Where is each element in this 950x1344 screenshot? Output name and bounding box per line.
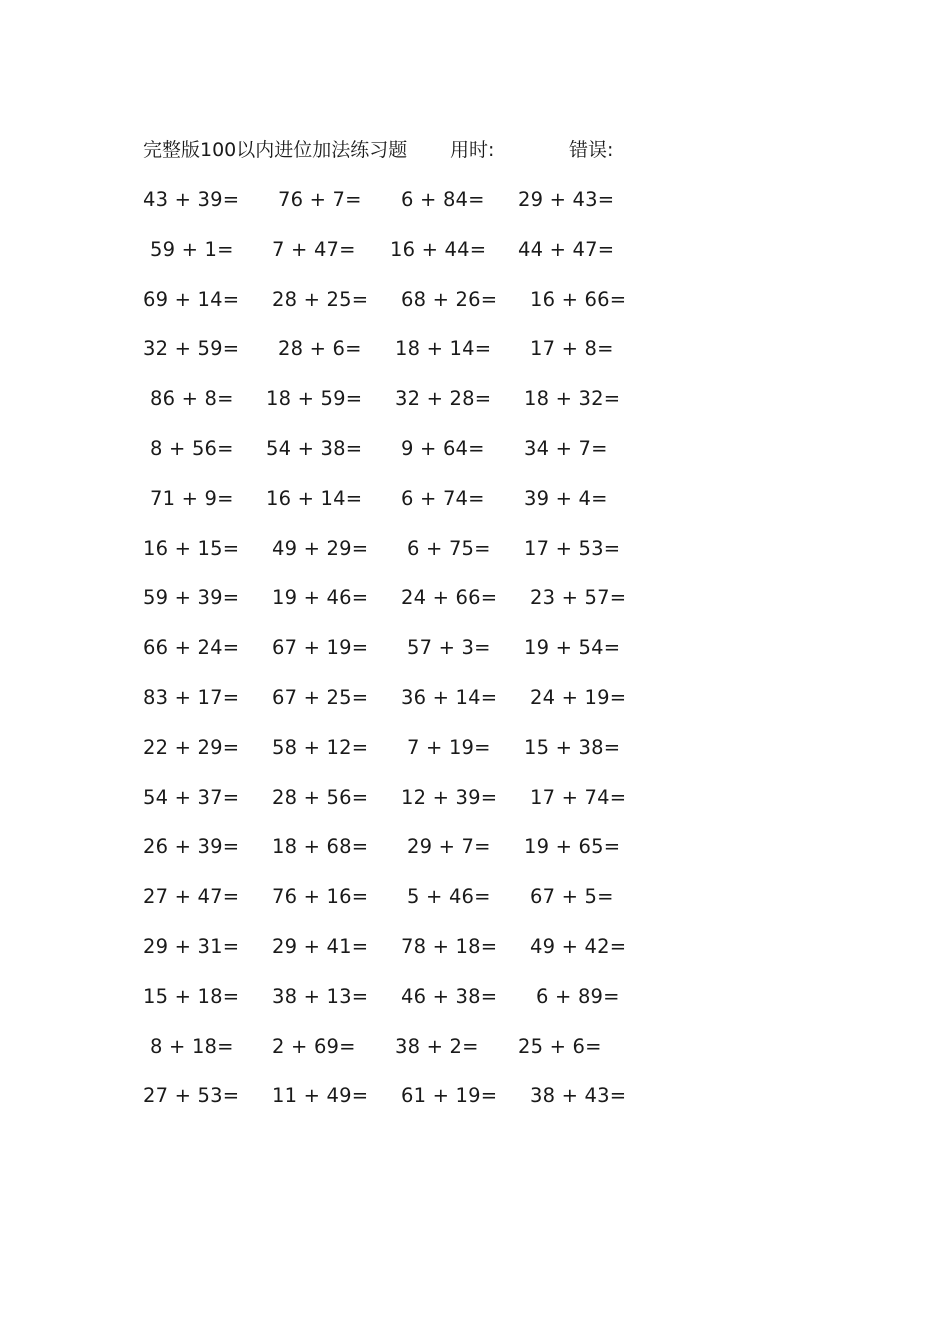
problem-item: 76 + 16= <box>272 885 369 909</box>
problem-row <box>0 982 950 1032</box>
problem-item: 34 + 7= <box>524 436 608 460</box>
problem-row <box>0 683 950 733</box>
problem-item: 18 + 32= <box>524 387 621 411</box>
problem-row <box>0 484 950 534</box>
problem-item: 59 + 39= <box>143 586 240 610</box>
problem-item: 38 + 2= <box>395 1034 479 1058</box>
problem-item: 67 + 25= <box>272 685 369 709</box>
problem-item: 43 + 39= <box>143 188 240 211</box>
problem-item: 18 + 68= <box>272 835 369 859</box>
problem-item: 59 + 1= <box>150 237 234 261</box>
problem-item: 17 + 53= <box>524 536 621 560</box>
problem-item: 28 + 6= <box>278 337 362 361</box>
problem-item: 16 + 66= <box>530 287 627 311</box>
problem-item: 29 + 31= <box>143 934 240 958</box>
problem-item: 27 + 53= <box>143 1084 240 1108</box>
problem-row <box>0 285 950 335</box>
problem-row <box>0 434 950 484</box>
problem-item: 8 + 56= <box>150 436 234 460</box>
problem-item: 7 + 19= <box>407 735 491 759</box>
problem-item: 68 + 26= <box>401 287 498 311</box>
problem-item: 49 + 29= <box>272 536 369 560</box>
problem-item: 19 + 54= <box>524 636 621 660</box>
problem-item: 67 + 19= <box>272 636 369 660</box>
problem-item: 54 + 37= <box>143 785 240 809</box>
problem-item: 44 + 47= <box>518 237 615 261</box>
problem-item: 23 + 57= <box>530 586 627 610</box>
problem-item: 15 + 38= <box>524 735 621 759</box>
problem-item: 61 + 19= <box>401 1084 498 1108</box>
problem-item: 19 + 46= <box>272 586 369 610</box>
problem-item: 29 + 7= <box>407 835 491 859</box>
problem-item: 86 + 8= <box>150 387 234 411</box>
problem-row <box>0 783 950 833</box>
problem-row <box>0 384 950 434</box>
problem-item: 66 + 24= <box>143 636 240 660</box>
problem-item: 6 + 74= <box>401 486 485 510</box>
problem-grid <box>0 185 950 1131</box>
problem-row <box>0 633 950 683</box>
problem-item: 36 + 14= <box>401 685 498 709</box>
problem-item: 38 + 13= <box>272 984 369 1008</box>
problem-row <box>0 235 950 285</box>
error-label: 错误: <box>569 139 614 161</box>
problem-item: 69 + 14= <box>143 287 240 311</box>
problem-row <box>0 534 950 584</box>
problem-item: 16 + 14= <box>266 486 363 510</box>
problem-item: 6 + 84= <box>401 188 485 211</box>
problem-row <box>0 1081 950 1131</box>
time-label: 用时: <box>450 139 495 161</box>
problem-item: 71 + 9= <box>150 486 234 510</box>
problem-item: 17 + 74= <box>530 785 627 809</box>
problem-item: 7 + 47= <box>272 237 356 261</box>
problem-item: 26 + 39= <box>143 835 240 859</box>
problem-item: 76 + 7= <box>278 188 362 211</box>
problem-item: 67 + 5= <box>530 885 614 909</box>
problem-item: 25 + 6= <box>518 1034 602 1058</box>
problem-item: 9 + 64= <box>401 436 485 460</box>
problem-item: 28 + 25= <box>272 287 369 311</box>
problem-item: 16 + 15= <box>143 536 240 560</box>
problem-item: 58 + 12= <box>272 735 369 759</box>
problem-item: 11 + 49= <box>272 1084 369 1108</box>
problem-item: 19 + 65= <box>524 835 621 859</box>
problem-row <box>0 932 950 982</box>
problem-item: 49 + 42= <box>530 934 627 958</box>
problem-item: 83 + 17= <box>143 685 240 709</box>
problem-item: 18 + 14= <box>395 337 492 361</box>
problem-item: 5 + 46= <box>407 885 491 909</box>
problem-row <box>0 1032 950 1082</box>
problem-item: 16 + 44= <box>390 237 487 261</box>
problem-item: 2 + 69= <box>272 1034 356 1058</box>
problem-item: 32 + 59= <box>143 337 240 361</box>
problem-item: 32 + 28= <box>395 387 492 411</box>
problem-item: 54 + 38= <box>266 436 363 460</box>
problem-item: 29 + 41= <box>272 934 369 958</box>
problem-item: 12 + 39= <box>401 785 498 809</box>
problem-item: 27 + 47= <box>143 885 240 909</box>
problem-item: 46 + 38= <box>401 984 498 1008</box>
problem-item: 6 + 89= <box>536 984 620 1008</box>
problem-item: 17 + 8= <box>530 337 614 361</box>
problem-item: 15 + 18= <box>143 984 240 1008</box>
problem-item: 57 + 3= <box>407 636 491 660</box>
problem-item: 78 + 18= <box>401 934 498 958</box>
problem-item: 38 + 43= <box>530 1084 627 1108</box>
problem-item: 18 + 59= <box>266 387 363 411</box>
problem-item: 29 + 43= <box>518 188 615 211</box>
problem-row <box>0 832 950 882</box>
problem-row <box>0 334 950 384</box>
problem-item: 28 + 56= <box>272 785 369 809</box>
problem-item: 39 + 4= <box>524 486 608 510</box>
problem-item: 8 + 18= <box>150 1034 234 1058</box>
problem-row <box>0 185 950 235</box>
problem-item: 24 + 66= <box>401 586 498 610</box>
problem-row <box>0 882 950 932</box>
problem-item: 6 + 75= <box>407 536 491 560</box>
problem-item: 24 + 19= <box>530 685 627 709</box>
problem-row <box>0 733 950 783</box>
worksheet-title: 完整版100以内进位加法练习题 <box>143 139 408 161</box>
problem-row <box>0 583 950 633</box>
problem-item: 22 + 29= <box>143 735 240 759</box>
worksheet-header <box>143 136 643 164</box>
